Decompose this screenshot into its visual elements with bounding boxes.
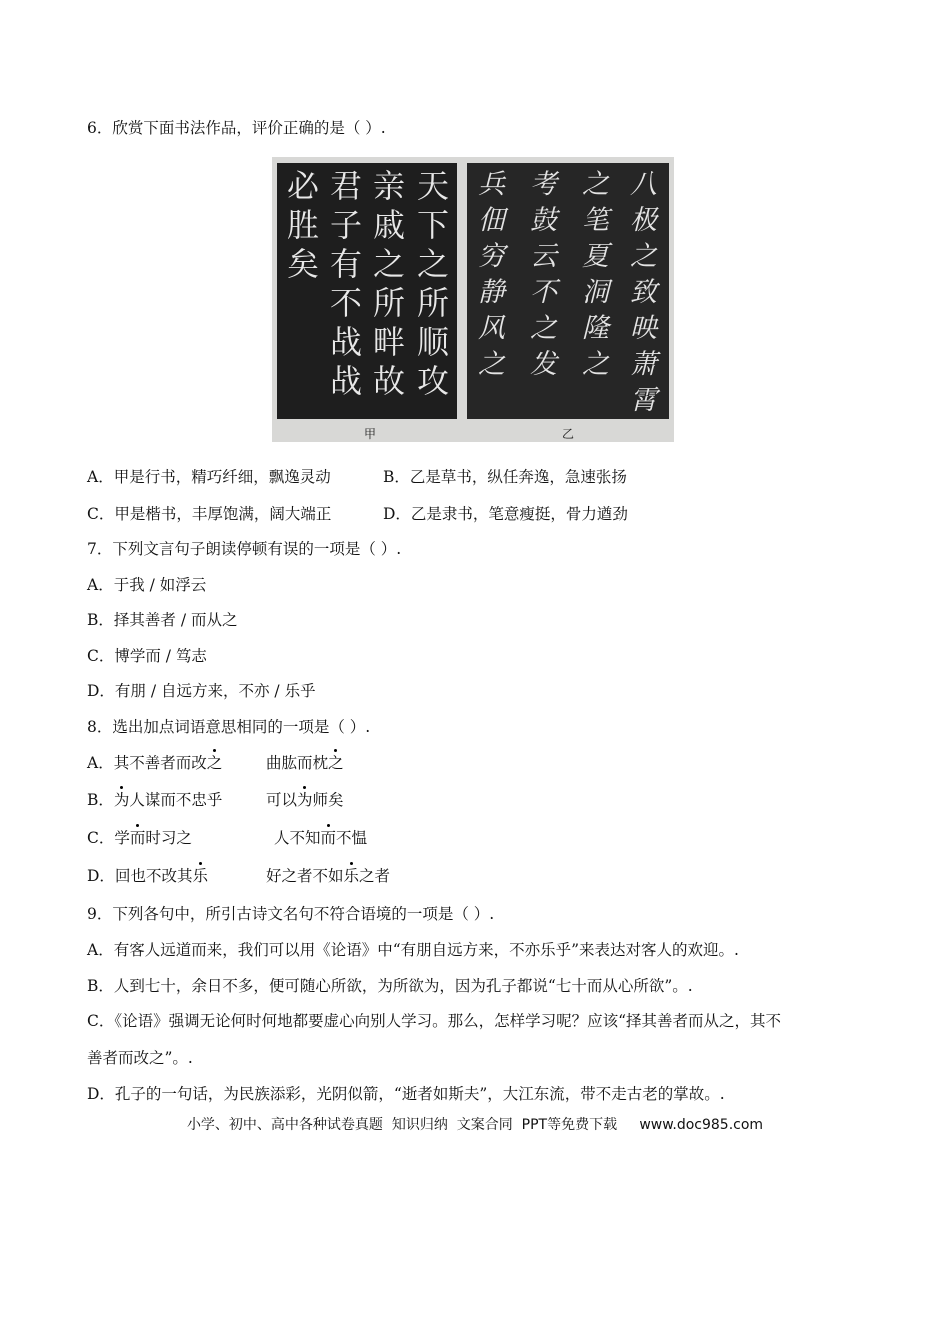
q6-options-row-1 bbox=[87, 467, 331, 487]
q7-option-c: C．博学而 / 笃志 bbox=[87, 647, 207, 665]
dotted-char: 为 bbox=[297, 791, 313, 809]
q7-option-b: B．择其善者 / 而从之 bbox=[87, 611, 238, 629]
q9-option-a: A．有客人远道而来，我们可以用《论语》中“有朋自远方来，不亦乐乎”来表达对客人的欢迎。. bbox=[87, 941, 739, 959]
q9-stem: 9．下列各句中，所引古诗文名句不符合语境的一项是（ ）. bbox=[87, 905, 495, 923]
q6-stem: 6．欣赏下面书法作品，评价正确的是（ ）. bbox=[87, 119, 386, 137]
calligraphy-panel-jia bbox=[277, 163, 457, 419]
q6-option-b: B．乙是草书，纵任奔逸，急速张扬 bbox=[383, 468, 627, 486]
panel-b-col-4: 兵 佃 穷 静 风 之 bbox=[478, 169, 506, 380]
page-footer: 小学、初中、高中各种试卷真题 知识归纳 文案合同 PPT等免费下载 www.doc985.com bbox=[186, 1117, 764, 1133]
q9-option-b: B．人到七十，余日不多，便可随心所欲，为所欲为，因为孔子都说“七十而从心所欲”。. bbox=[87, 977, 693, 995]
q7-option-d: D．有朋 / 自远方来，不亦 / 乐乎 bbox=[87, 682, 316, 700]
caption-yi: 乙 bbox=[562, 427, 575, 441]
q8-option-a: A．其不善者而改之 bbox=[87, 754, 223, 772]
q7-stem: 7．下列文言句子朗读停顿有误的一项是（ ）. bbox=[87, 540, 402, 558]
dotted-char: 而 bbox=[129, 829, 146, 847]
dotted-char: 乐 bbox=[343, 867, 360, 885]
dotted-char: 而 bbox=[320, 829, 337, 847]
dotted-char: 之 bbox=[206, 754, 223, 772]
panel-b-col-3: 考 鼓 云 不 之 发 bbox=[530, 169, 558, 380]
panel-a-col-4: 必 胜 矣 bbox=[286, 167, 319, 283]
q9-option-d: D．孔子的一句话，为民族添彩，光阴似箭，“逝者如斯夫”，大江东流，带不走古老的掌故。. bbox=[87, 1085, 725, 1103]
dotted-char: 之 bbox=[328, 754, 344, 772]
q8-option-c-second: 人不知而不愠 bbox=[274, 829, 368, 847]
q8-option-a-second: 曲肱而枕之 bbox=[266, 754, 344, 772]
q8-stem: 8．选出加点词语意思相同的一项是（ ）. bbox=[87, 718, 371, 736]
q7-option-a: A．于我 / 如浮云 bbox=[87, 576, 207, 594]
panel-a-col-2: 亲 戚 之 所 畔 故 bbox=[372, 167, 405, 400]
panel-b-col-1: 八 极 之 致 映 萧 霄 bbox=[630, 169, 658, 416]
panel-a-col-1: 天 下 之 所 顺 攻 bbox=[416, 167, 449, 400]
q8-option-c: C．学而时习之 bbox=[87, 829, 192, 847]
q8-option-d: D．回也不改其乐 bbox=[87, 867, 208, 885]
q8-option-b: B．为人谋而不忠乎 bbox=[87, 791, 223, 809]
q6-option-a: A．甲是行书，精巧纤细，飘逸灵动 bbox=[87, 468, 331, 486]
caption-jia: 甲 bbox=[364, 427, 377, 441]
q6-option-d: D．乙是隶书，笔意瘦挺，骨力遒劲 bbox=[383, 505, 628, 523]
dotted-char: 乐 bbox=[192, 867, 208, 885]
q6-option-c: C．甲是楷书，丰厚饱满，阔大端正 bbox=[87, 505, 332, 523]
calligraphy-panel-yi bbox=[467, 163, 669, 419]
q8-option-b-second: 可以为师矣 bbox=[266, 791, 344, 809]
panel-a-col-3: 君 子 有 不 战 战 bbox=[329, 167, 362, 400]
q9-option-c-line2: 善者而改之”。. bbox=[87, 1049, 193, 1067]
calligraphy-figure bbox=[272, 157, 674, 442]
q9-option-c-line1: C．《论语》强调无论何时何地都要虚心向别人学习。那么，怎样学习呢？应该“择其善者而从之，其不 bbox=[87, 1012, 782, 1030]
dotted-char: 为 bbox=[113, 791, 130, 809]
panel-b-col-2: 之 笔 夏 洞 隆 之 bbox=[582, 169, 610, 380]
q8-option-d-second: 好之者不如乐之者 bbox=[266, 867, 391, 885]
